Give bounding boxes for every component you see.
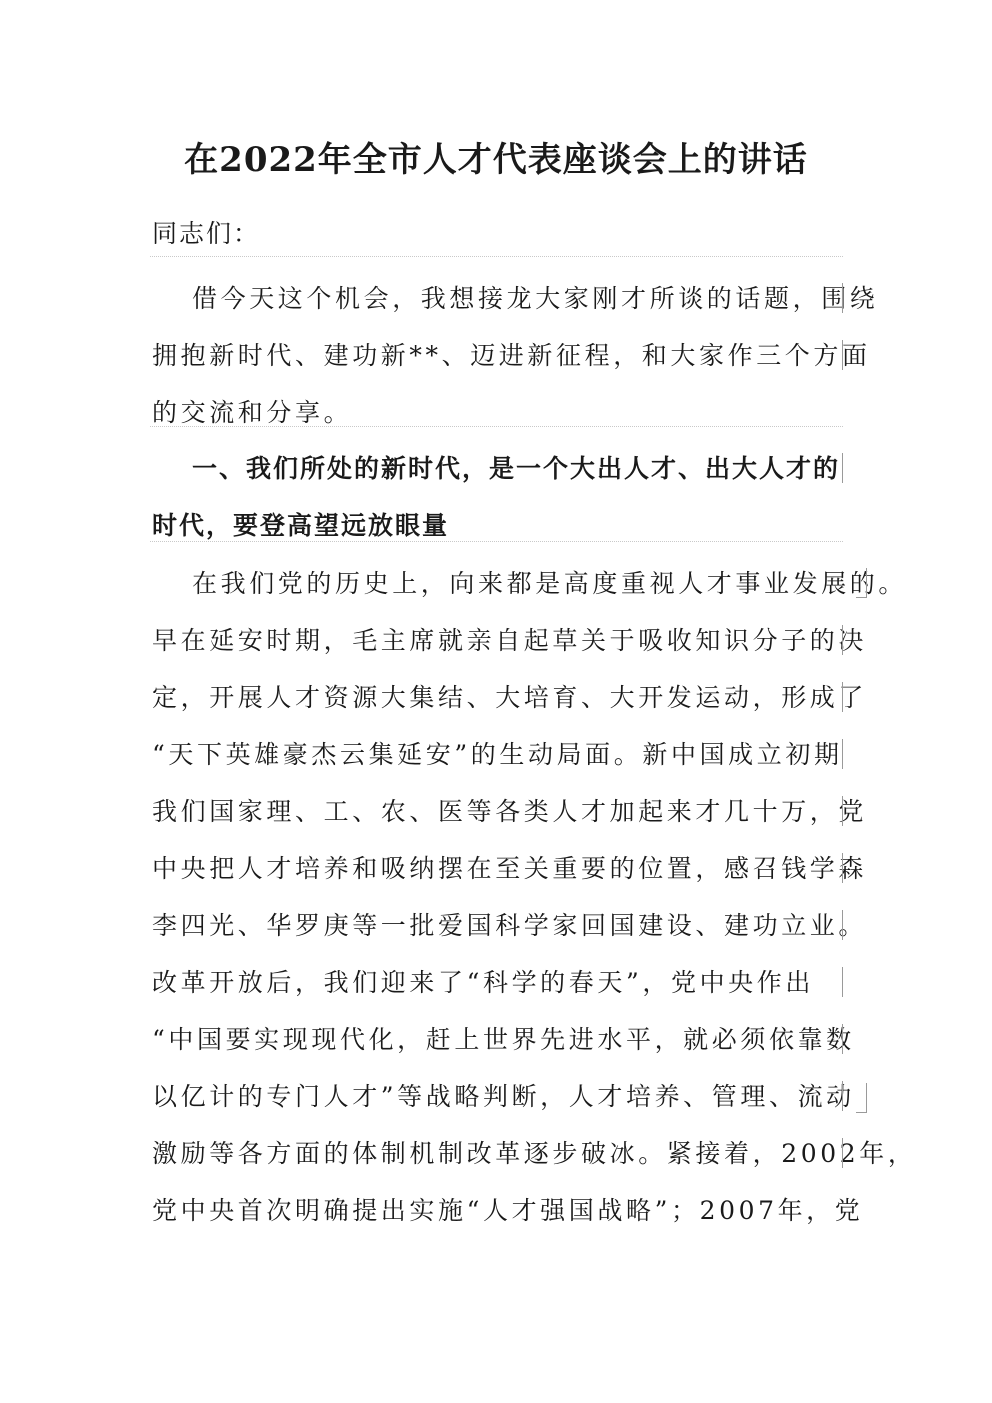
paragraph-line: 激励等各方面的体制机制改革逐步破冰。紧接着，2002年， — [152, 1139, 917, 1168]
paragraph-line: 党中央首次明确提出实施“人才强国战略”；2007年，党 — [152, 1196, 864, 1225]
margin-mark — [842, 1081, 843, 1111]
paragraph-line: 中央把人才培养和吸纳摆在至关重要的位置，感召钱学森 — [152, 854, 868, 883]
heading-line: 一、我们所处的新时代，是一个大出人才、出大人才的 — [192, 454, 841, 483]
heading-line: 时代，要登高望远放眼量 — [152, 511, 450, 540]
margin-mark — [842, 1024, 843, 1054]
margin-mark — [842, 967, 843, 997]
margin-mark — [842, 453, 843, 483]
paragraph-line: 改革开放后，我们迎来了“科学的春天”，党中央作出 — [152, 968, 814, 997]
margin-mark — [842, 796, 843, 826]
margin-tick — [856, 597, 866, 598]
margin-mark — [866, 568, 867, 598]
paragraph-line: 定，开展人才资源大集结、大培育、大开发运动，形成了 — [152, 683, 868, 712]
margin-mark — [842, 283, 843, 313]
section-divider — [150, 256, 843, 257]
paragraph-line: 借今天这个机会，我想接龙大家刚才所谈的话题，围绕 — [192, 284, 879, 313]
section-divider — [150, 426, 843, 427]
body-paragraph — [152, 555, 917, 1239]
section-heading — [152, 440, 842, 554]
paragraph-line: 我们国家理、工、农、医等各类人才加起来才几十万，党 — [152, 797, 868, 826]
paragraph-line: “天下英雄豪杰云集延安”的生动局面。新中国成立初期 — [152, 740, 843, 769]
intro-paragraph — [152, 270, 879, 441]
margin-tick — [856, 1112, 866, 1113]
paragraph-line: 的交流和分享。 — [152, 398, 353, 427]
paragraph-line: 李四光、华罗庚等一批爱国科学家回国建设、建功立业。 — [152, 911, 868, 940]
paragraph-line: “中国要实现现代化，赶上世界先进水平，就必须依靠数 — [152, 1025, 855, 1054]
margin-mark — [842, 682, 843, 712]
paragraph-line: 早在延安时期，毛主席就亲自起草关于吸收知识分子的决 — [152, 626, 868, 655]
paragraph-line: 拥抱新时代、建功新**、迈进新征程，和大家作三个方面 — [152, 341, 871, 370]
section-divider — [150, 541, 843, 542]
margin-mark — [842, 1138, 843, 1168]
margin-mark — [866, 1083, 867, 1113]
margin-mark — [842, 625, 843, 655]
margin-mark — [842, 340, 843, 370]
document-title: 在2022年全市人才代表座谈会上的讲话 — [184, 140, 808, 180]
margin-mark — [842, 739, 843, 769]
paragraph-line: 在我们党的历史上，向来都是高度重视人才事业发展的。 — [192, 569, 908, 598]
margin-mark — [842, 910, 843, 940]
paragraph-line: 以亿计的专门人才”等战略判断，人才培养、管理、流动 — [152, 1082, 855, 1111]
salutation: 同志们： — [152, 219, 261, 248]
margin-mark — [842, 853, 843, 883]
